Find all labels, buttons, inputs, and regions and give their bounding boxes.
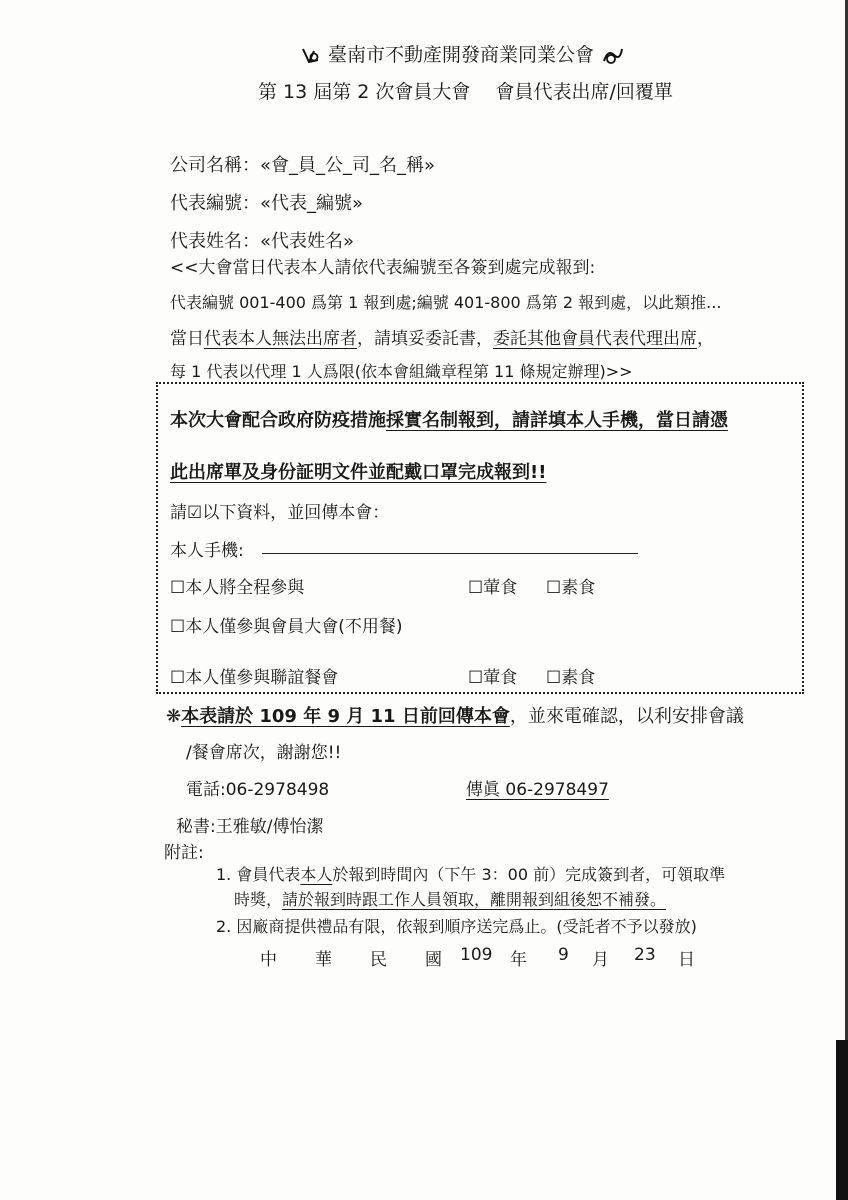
note-underlined: 本人: [300, 865, 333, 884]
reply-line-2: /餐會席次，謝謝您!!: [186, 743, 342, 763]
notice-text: 當日: [170, 329, 204, 349]
phone-input-line[interactable]: [262, 553, 638, 554]
box-instruction: 請☑以下資料，並回傳本會：: [170, 503, 390, 523]
date-year-unit: 年: [510, 950, 527, 970]
left-logo-icon: [300, 45, 322, 67]
note-1-cont: [234, 887, 666, 910]
star-icon: ❋: [166, 706, 182, 727]
fax-number: 傳眞 06-2978497: [466, 780, 609, 800]
reply-text: ，並來電確認，以利安排會議: [509, 706, 744, 727]
date-month: 9: [558, 945, 569, 965]
note-text: 1. 會員代表: [216, 865, 301, 884]
note-text: 時獎，: [234, 890, 283, 909]
secretary: 秘書:王雅敏/傅怡潔: [176, 817, 324, 837]
phone-number: 電話:06-2978498: [186, 780, 330, 800]
notice-line-1: <<大會當日代表本人請依代表編號至各簽到處完成報到:: [170, 258, 596, 278]
option-full-checkbox[interactable]: ☐本人將全程參與: [170, 578, 305, 598]
phone-label: 本人手機:: [170, 541, 244, 561]
notice-line-3: [170, 324, 714, 349]
date-char-4: 國: [425, 950, 442, 970]
date-day-unit: 日: [678, 950, 695, 970]
page-title: 第 13 屆第 2 次會員大會 會員代表出席/回覆單: [258, 81, 673, 103]
rep-no-field: 代表編號：«代表_編號»: [170, 193, 364, 214]
notes-label: 附註:: [164, 843, 204, 863]
org-name: 臺南市不動產開發商業同業公會: [328, 44, 595, 66]
notice-text: ，: [697, 329, 714, 349]
box-text: 本次大會配合政府防疫措施: [170, 410, 386, 431]
meat-checkbox-dinner[interactable]: ☐葷食: [468, 668, 518, 688]
date-char-3: 民: [370, 950, 387, 970]
right-logo-icon: [600, 45, 626, 67]
org-header: [300, 40, 626, 67]
note-1: [216, 862, 725, 885]
date-month-unit: 月: [592, 950, 609, 970]
veg-checkbox-full[interactable]: ☐素食: [546, 578, 596, 598]
veg-checkbox-dinner[interactable]: ☐素食: [546, 668, 596, 688]
scan-edge-bar: [836, 1040, 848, 1200]
date-year: 109: [460, 945, 493, 965]
note-underlined: 請於報到時跟工作人員領取，離開報到組後恕不補發。: [282, 890, 667, 909]
note-text: 於報到時間內（下午 3：00 前）完成簽到者，可領取準: [332, 865, 726, 884]
box-line-1: [170, 406, 728, 432]
box-underlined: 採實名制報到，請詳填本人手機，當日請憑: [386, 410, 728, 431]
notice-underlined: 委託其他會員代表代理出席: [493, 329, 697, 349]
notice-underlined: 代表本人無法出席者: [204, 329, 357, 349]
date-day: 23: [634, 945, 656, 965]
meat-checkbox-full[interactable]: ☐葷食: [468, 578, 518, 598]
date-char-2: 華: [315, 950, 332, 970]
company-field: 公司名稱：«會_員_公_司_名_稱»: [170, 155, 436, 176]
option-meeting-checkbox[interactable]: ☐本人僅參與會員大會(不用餐): [170, 617, 403, 637]
reply-line-1: [166, 702, 744, 728]
option-dinner-checkbox[interactable]: ☐本人僅參與聯誼餐會: [170, 668, 339, 688]
note-2: 2. 因廠商提供禮品有限，依報到順序送完爲止。(受託者不予以發放): [216, 917, 697, 936]
box-line-2: 此出席單及身份証明文件並配戴口罩完成報到!!: [170, 462, 547, 483]
rep-name-field: 代表姓名：«代表姓名»: [170, 231, 355, 252]
notice-text: ，請填妥委託書，: [357, 329, 493, 349]
notice-line-2: 代表編號 001-400 爲第 1 報到處;編號 401-800 爲第 2 報到處，以此類推...: [170, 293, 722, 312]
reply-deadline: 本表請於 109 年 9 月 11 日前回傳本會: [181, 706, 510, 727]
date-char-1: 中: [260, 950, 277, 970]
notice-line-4: 每 1 代表以代理 1 人爲限(依本會組織章程第 11 條規定辦理)>>: [170, 362, 633, 381]
